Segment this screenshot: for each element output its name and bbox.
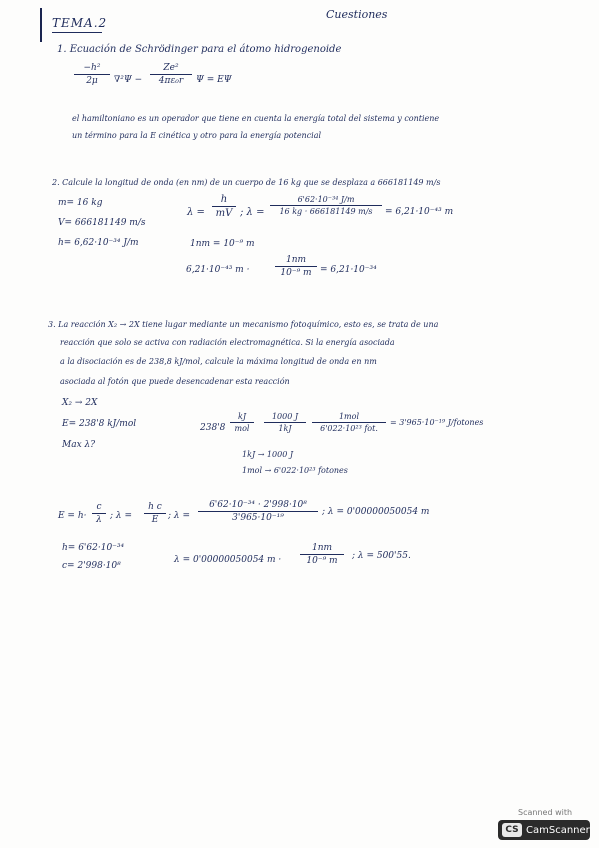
q2-planck: h= 6,62·10⁻³⁴ J/m (58, 238, 139, 248)
q3-fraction-c-lambda (92, 502, 106, 525)
q3-eq-mid2: ; λ = (168, 511, 190, 521)
q3-heading-line4: asociada al fotón que puede desencadenar esta reacción (60, 377, 290, 386)
q3-eq-hc-num: h c (148, 502, 162, 512)
q2-lambda-mid: ; λ = (240, 207, 265, 218)
q3-fraction-calc (198, 500, 318, 523)
q2-frac-num: h (220, 194, 228, 205)
q2-fraction-debroglie (212, 194, 236, 219)
q3-final-num: 1nm (311, 543, 333, 553)
fraction-bar (74, 74, 110, 75)
q3-calc-result: = 3'965·10⁻¹⁹ J/fotones (390, 418, 484, 427)
q2-calc-result: = 6,21·10⁻⁴³ m (385, 207, 454, 217)
q3-f1-num: kJ (237, 412, 247, 421)
title-underline (52, 32, 102, 33)
q2-mass: m= 16 kg (58, 198, 103, 208)
q3-given-energy: E= 238'8 kJ/mol (62, 419, 137, 429)
q3-conversion-mol: 1mol → 6'022·10²³ fotones (242, 466, 348, 475)
q2-calc-num: 6'62·10⁻³⁴ J/m (297, 195, 355, 204)
q3-given-reaction: X₂ → 2X (62, 398, 98, 408)
q3-eq-e: E = h· (58, 511, 87, 521)
q1-fraction-kinetic (74, 63, 110, 86)
fraction-bar (312, 422, 386, 423)
q3-fraction-kj-mol (230, 412, 254, 433)
q3-fraction-final (300, 543, 344, 566)
camscanner-icon: CS (502, 823, 522, 837)
scanned-with-label: Scanned with (518, 808, 573, 817)
q1-frac2-den: 4πε₀r (158, 76, 184, 86)
q1-text-line1: el hamiltoniano es un operador que tiene en cuenta la energía total del sistema y contiene (72, 114, 440, 123)
q1-text-line2: un término para la E cinética y otro para la energía potencial (72, 131, 322, 140)
q2-conv-den: 10⁻⁹ m (280, 268, 312, 278)
q2-frac-den: mV (215, 208, 233, 219)
q3-heading-line2: reacción que solo se activa con radiación electromagnética. Si la energía asociada (60, 338, 395, 347)
q3-fraction-avogadro (312, 412, 386, 433)
q3-f3-num: 1mol (338, 412, 360, 421)
q3-fraction-j-kj (264, 412, 306, 433)
camscanner-brand: CamScanner (526, 824, 590, 836)
q3-eq-hc-den: E (151, 515, 159, 525)
q3-f2-num: 1000 J (271, 412, 299, 421)
q3-eq-c-den: λ (96, 515, 102, 525)
fraction-bar (212, 206, 236, 207)
q2-conv-num: 1nm (285, 255, 307, 265)
q2-conv-lhs: 6,21·10⁻⁴³ m · (186, 265, 250, 275)
q3-final-den: 10⁻⁹ m (306, 556, 338, 566)
q1-fraction-potential (150, 63, 192, 86)
q3-eq-calc-num: 6'62·10⁻³⁴ · 2'998·10⁸ (209, 500, 307, 510)
q3-fraction-hc-e (144, 502, 166, 525)
q3-given-question: Max λ? (62, 440, 96, 450)
q3-c-value: c= 2'998·10⁸ (62, 561, 121, 571)
q3-eq-mid: ; λ = (110, 511, 132, 521)
q1-frac-den: 2μ (86, 76, 98, 86)
q3-eq-calc-den: 3'965·10⁻¹⁹ (232, 513, 284, 523)
q2-heading: 2. Calcule la longitud de onda (en nm) de un cuerpo de 16 kg que se desplaza a 666181149 m/s (52, 178, 441, 187)
fraction-bar (300, 554, 344, 555)
fraction-bar (150, 74, 192, 75)
q3-eq-result: ; λ = 0'00000050054 m (322, 507, 430, 517)
q2-velocity: V= 666181149 m/s (58, 218, 146, 228)
q2-nm-conversion: 1nm = 10⁻⁹ m (190, 239, 255, 249)
fraction-bar (92, 513, 106, 514)
q2-lambda-lhs: λ = (187, 207, 205, 218)
q1-frac2-num: Ze² (163, 63, 179, 73)
q3-heading-line3: a la disociación es de 238,8 kJ/mol, calcule la máxima longitud de onda en nm (60, 357, 377, 366)
q3-calc-lhs: 238'8 (200, 423, 226, 433)
q1-eq-end: Ψ = EΨ (196, 75, 232, 85)
fraction-bar (144, 513, 166, 514)
q1-eq-mid: ∇²Ψ − (114, 75, 143, 85)
q3-eq-c-num: c (96, 502, 102, 512)
q2-fraction-calc (270, 195, 382, 216)
fraction-bar (230, 422, 254, 423)
camscanner-logo (498, 820, 590, 840)
q3-f1-den: mol (234, 424, 250, 433)
page-title: TEMA.2 (52, 16, 108, 30)
q3-f2-den: 1kJ (278, 424, 292, 433)
q3-conversion-kj: 1kJ → 1000 J (242, 450, 294, 459)
page-subtitle: Cuestiones (326, 8, 388, 21)
q2-fraction-conv (275, 255, 317, 278)
fraction-bar (275, 266, 317, 267)
q3-heading-line1: 3. La reacción X₂ → 2X tiene lugar mediante un mecanismo fotoquímico, esto es, se trata de una (48, 320, 439, 329)
camscanner-watermark (498, 808, 590, 842)
fraction-bar (264, 422, 306, 423)
q3-final-result: ; λ = 500'55. (352, 551, 411, 561)
fraction-bar (270, 205, 382, 206)
q2-conv-result: = 6,21·10⁻³⁴ (320, 265, 377, 275)
margin-line (40, 8, 42, 42)
q3-h-value: h= 6'62·10⁻³⁴ (62, 543, 125, 553)
fraction-bar (198, 511, 318, 512)
q2-calc-den: 16 kg · 666181149 m/s (279, 207, 373, 216)
q3-f3-den: 6'022·10²³ fot. (320, 424, 378, 433)
q1-heading: 1. Ecuación de Schrödinger para el átomo hidrogenoide (57, 44, 342, 55)
q1-frac-num: −h² (83, 63, 101, 73)
q3-final-lhs: λ = 0'00000050054 m · (174, 555, 282, 565)
